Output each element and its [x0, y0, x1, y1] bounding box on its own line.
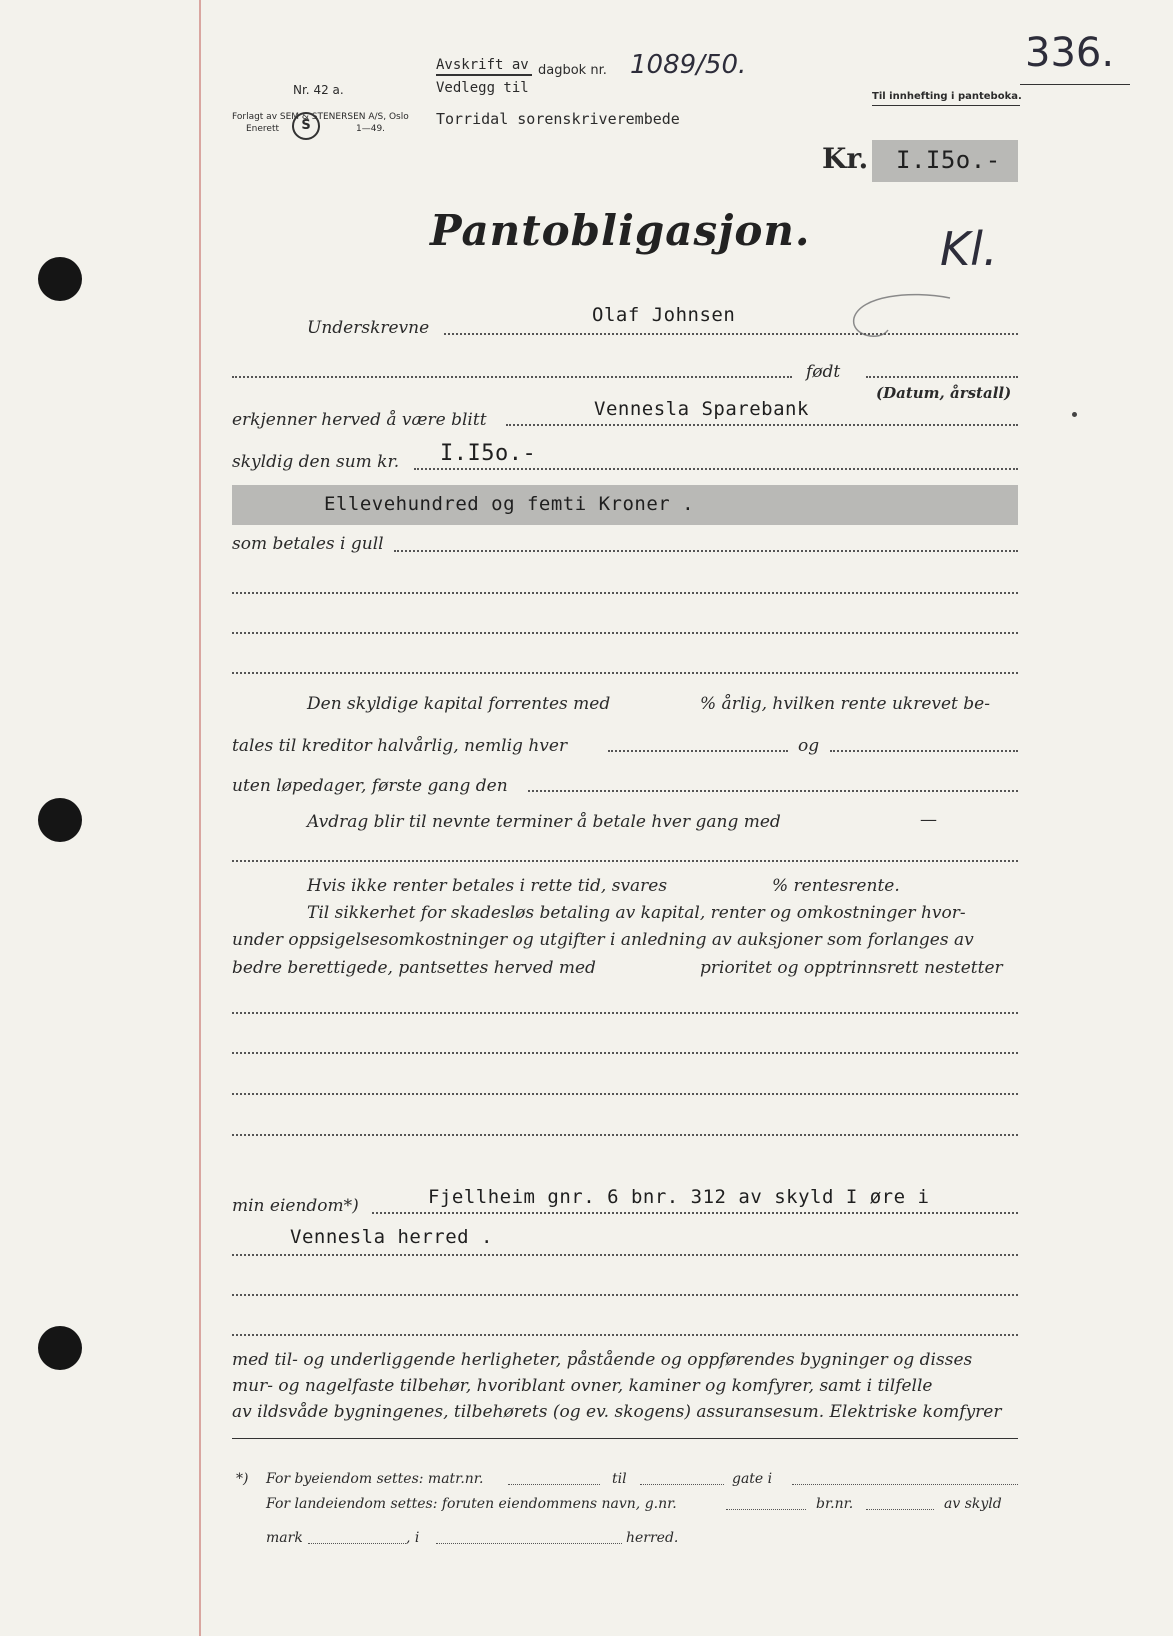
security-line3a: bedre berettigede, pantsettes herved med: [232, 958, 596, 978]
appurtenances-line1: med til- og underliggende herligheter, påstående og oppførendes bygninger og disses: [232, 1350, 973, 1370]
publisher-date: 1—49.: [356, 124, 386, 134]
datum-label: (Datum, årstall): [876, 384, 1012, 402]
page-number: 336.: [1025, 30, 1115, 76]
interest-line3: uten løpedager, første gang den: [232, 776, 508, 796]
binder-hole-top: [38, 257, 82, 301]
footnote-line2b: br.nr.: [816, 1496, 854, 1512]
office-name: Torridal sorenskriverembede: [436, 110, 680, 128]
dagbok-number: 1089/50.: [630, 50, 747, 80]
security-line1: Til sikkerhet for skadesløs betaling av kapital, renter og omkostninger hvor-: [307, 903, 966, 923]
footnote-dots-6: [308, 1543, 406, 1544]
gull-dots: [394, 550, 1018, 552]
publisher-enerett: Enerett: [246, 124, 280, 134]
avdrag-dash: —: [920, 810, 937, 830]
avskrift-underline: [436, 74, 532, 76]
security-blank-2: [232, 1052, 1018, 1054]
property-value-line2: Vennesla herred .: [290, 1226, 493, 1248]
blank-line-3: [232, 672, 1018, 674]
appurtenances-line3: av ildsvåde bygningenes, tilbehørets (og ev. skogens) assuransesum. Elektriske komfyrer: [232, 1402, 1002, 1422]
erkjenner-label: erkjenner herved å være blitt: [232, 410, 487, 430]
underskrevne-dots: [444, 333, 1018, 335]
security-blank-3: [232, 1093, 1018, 1095]
initials-signature: Kl.: [940, 222, 998, 276]
blank-line-2: [232, 632, 1018, 634]
interest-line3-dots: [528, 790, 1018, 792]
gull-label: som betales i gull: [232, 534, 384, 554]
avdrag-blank-line: [232, 860, 1018, 862]
binder-hole-bottom: [38, 1326, 82, 1370]
property-blank-3: [232, 1334, 1018, 1336]
footnote-line1a: For byeiendom settes: matr.nr.: [266, 1471, 484, 1487]
interest-line2-dots-right: [830, 750, 1018, 752]
underskrevne-label: Underskrevne: [307, 318, 430, 338]
document-title: Pantobligasjon.: [430, 206, 811, 255]
interest-line2a: tales til kreditor halvårlig, nemlig hver: [232, 736, 568, 756]
footnote-marker: *): [236, 1471, 249, 1487]
fodt-dots-left: [232, 376, 792, 378]
security-line2: under oppsigelsesomkostninger og utgifter i anledning av auksjoner som forlanges av: [232, 930, 974, 950]
footnote-line2a: For landeiendom settes: foruten eiendommens navn, g.nr.: [266, 1496, 677, 1512]
footnote-line3a: mark: [266, 1530, 303, 1546]
rentesrente-line-a: Hvis ikke renter betales i rette tid, svares: [307, 876, 668, 896]
avskrift-label: Avskrift av: [436, 57, 529, 73]
publisher-logo: S: [292, 112, 320, 140]
amount-value: I.I5o.-: [896, 146, 1001, 174]
footnote-dots-2: [640, 1484, 724, 1485]
interest-line1a: Den skyldige kapital forrentes med: [307, 694, 611, 714]
footnote-line3b: , i: [406, 1530, 420, 1546]
skyldig-dots: [414, 468, 1018, 470]
property-dots: [372, 1212, 1018, 1214]
appurtenances-line2: mur- og nagelfaste tilbehør, hvoriblant ovner, kaminer og komfyrer, samt i tilfelle: [232, 1376, 933, 1396]
footnote-dots-4: [726, 1509, 806, 1510]
binding-note: Til innhefting i panteboka.: [872, 91, 1022, 102]
red-margin-line: [199, 0, 201, 1636]
publisher-line: Forlagt av SEM & STENERSEN A/S, Oslo: [232, 112, 409, 122]
dagbok-label: dagbok nr.: [538, 63, 607, 78]
interest-line1b: % årlig, hvilken rente ukrevet be-: [700, 694, 990, 714]
amount-prefix: Kr.: [822, 142, 869, 175]
creditor-value: Vennesla Sparebank: [594, 398, 809, 420]
binding-note-underline: [872, 105, 1020, 106]
interest-line2-dots: [608, 750, 788, 752]
security-line3b: prioritet og opptrinnsrett nestetter: [700, 958, 1003, 978]
footnote-separator: [232, 1438, 1018, 1439]
property-value-line1: Fjellheim gnr. 6 bnr. 312 av skyld I øre i: [428, 1186, 930, 1208]
footnote-line1c: gate i: [732, 1471, 773, 1487]
fodt-label: født: [806, 362, 841, 382]
footnote-line3c: herred.: [626, 1530, 679, 1546]
sum-value: I.I5o.-: [440, 441, 537, 466]
rentesrente-line-b: % rentesrente.: [772, 876, 900, 896]
property-blank-1: [232, 1254, 1018, 1256]
property-blank-2: [232, 1294, 1018, 1296]
page-number-underline: [1020, 84, 1130, 85]
footnote-dots-1: [508, 1484, 600, 1485]
footnote-dots-7: [436, 1543, 622, 1544]
security-blank-1: [232, 1012, 1018, 1014]
avdrag-line: Avdrag blir til nevnte terminer å betale hver gang med: [307, 812, 781, 832]
vedlegg-label: Vedlegg til: [436, 80, 529, 96]
footnote-dots-3: [792, 1484, 1018, 1485]
skyldig-label: skyldig den sum kr.: [232, 452, 400, 472]
ink-speck: [1072, 412, 1077, 417]
underskrevne-value: Olaf Johnsen: [592, 304, 736, 326]
pencil-loop-mark: [840, 290, 960, 350]
property-label: min eiendom*): [232, 1196, 359, 1216]
binder-hole-middle: [38, 798, 82, 842]
security-blank-4: [232, 1134, 1018, 1136]
footnote-dots-5: [866, 1509, 934, 1510]
footnote-line1b: til: [612, 1471, 627, 1487]
fodt-dots-right: [866, 376, 1018, 378]
sum-words: Ellevehundred og femti Kroner .: [324, 493, 695, 515]
interest-line2b: og: [798, 736, 820, 756]
erkjenner-dots: [506, 424, 1018, 426]
form-number: Nr. 42 a.: [293, 83, 344, 97]
footnote-line2c: av skyld: [944, 1496, 1002, 1512]
blank-line-1: [232, 592, 1018, 594]
